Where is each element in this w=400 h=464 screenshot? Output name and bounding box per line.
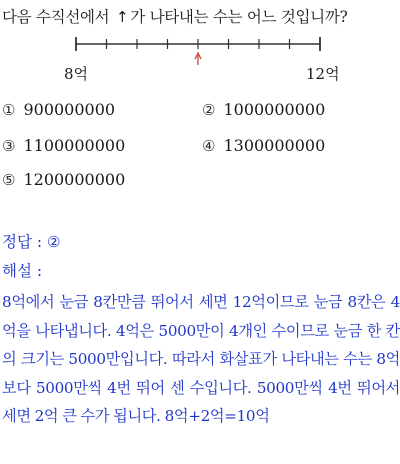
answer-label: 정답 : [2,233,43,251]
choice-3[interactable] [2,136,125,155]
choice-value: 1000000000 [223,100,326,119]
choice-2[interactable] [202,100,325,119]
number-line-left-label: 8억 [64,65,89,83]
answer-value: ② [47,233,61,251]
choice-marker: ⑤ [2,171,16,189]
question-prefix: 다음 수직선에서 [2,8,110,26]
choice-1[interactable] [2,100,115,119]
number-line-right-label: 12억 [306,65,340,83]
number-line [60,30,340,90]
explanation-text: 8억에서 눈금 8칸만큼 뛰어서 세면 12억이므로 눈금 8칸은 4억을 나타냅니다. 4억은 5000만이 4개인 수이므로 눈금 한 칸의 크기는 5000만입니다. 따라서 화살표가 나타내는 수는 8억보다 5000만씩 4번 뛰어 센 수입니다. 5000만씩 4번 뛰어서 세면 2억 큰 수가 됩니다. 8억+2억=10억 [2,293,400,425]
choice-4[interactable] [202,136,325,155]
choice-5[interactable] [2,170,125,189]
choice-value: 1100000000 [23,136,126,155]
choice-value: 1300000000 [223,136,326,155]
choice-value: 1200000000 [23,170,126,189]
number-line-graphic [60,30,340,66]
answer-line [2,230,61,252]
choice-marker: ④ [202,137,216,155]
choice-marker: ② [202,101,216,119]
choice-marker: ③ [2,137,16,155]
up-arrow-icon: ↑ [115,8,129,26]
red-up-arrow-icon [195,53,201,65]
choice-marker: ① [2,101,16,119]
question-suffix: 가 나타내는 수는 어느 것입니까? [130,8,348,26]
question-text [2,6,398,28]
choice-value: 900000000 [23,100,116,119]
explanation-heading: 해설 : [2,262,43,280]
